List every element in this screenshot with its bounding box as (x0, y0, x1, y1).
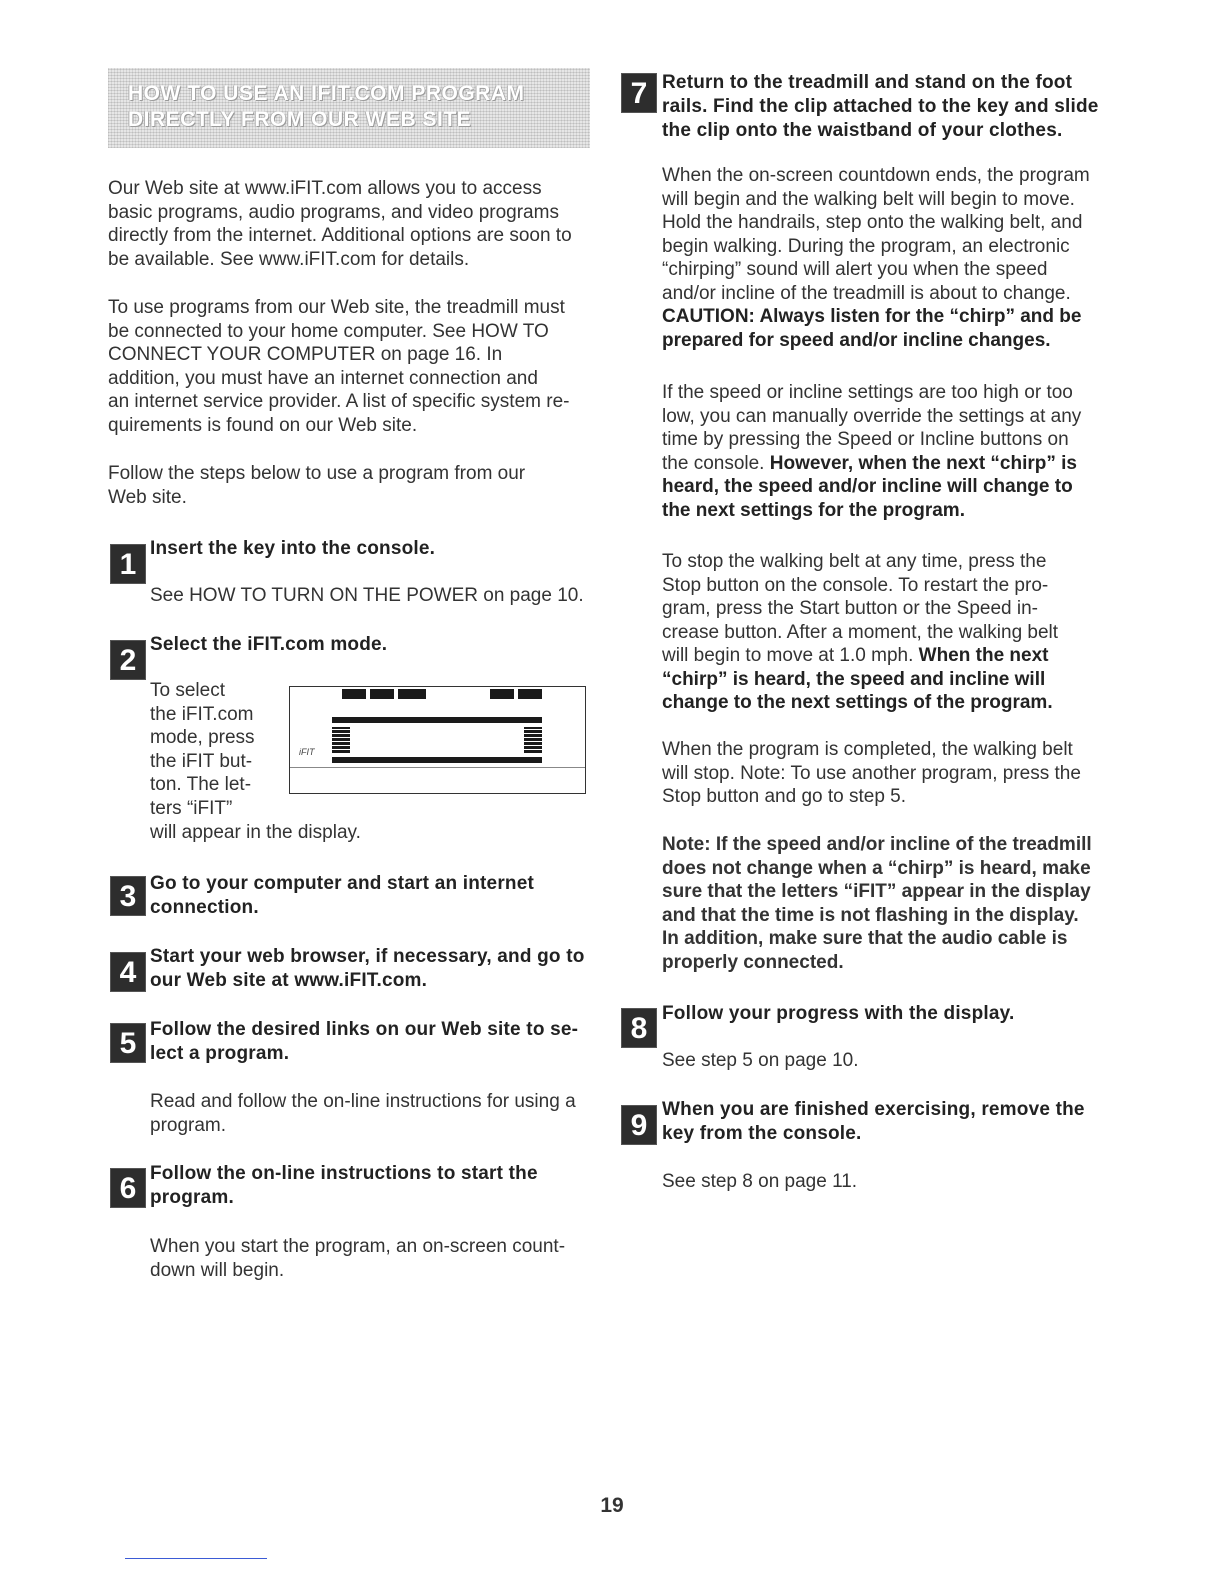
step-2-body-tail: will appear in the display. (150, 822, 361, 843)
step-2-number-badge: 2 (110, 640, 146, 680)
display-digit-segment (398, 689, 426, 699)
step-7-body-1: When the on-screen countdown ends, the program will begin and the walking belt will begin to move. Hold the handrails, step onto the walking belt, and begin walking. During the program, an electronic “chirping” sound will alert you when the speed and/or incline of the treadmill is about to change. CAUTION: Always listen for the “chirp” and be prepared for speed and/or incline changes. (662, 165, 1090, 351)
step-6-number-badge: 6 (110, 1168, 146, 1208)
display-digit-segment (490, 689, 514, 699)
step-3-number-badge: 3 (110, 876, 146, 916)
banner-title-line-2: DIRECTLY FROM OUR WEB SITE (128, 108, 472, 131)
step-6-body: When you start the program, an on-screen count- down will begin. (150, 1236, 566, 1281)
intro-paragraph-3: Follow the steps below to use a program from our Web site. (108, 463, 526, 508)
step-3-title: Go to your computer and start an internet connection. (150, 873, 535, 918)
display-track-top (332, 717, 542, 723)
banner-title-line-1: HOW TO USE AN IFIT.COM PROGRAM (128, 82, 525, 105)
step-2-title: Select the iFIT.com mode. (150, 634, 388, 655)
step-8-body: See step 5 on page 10. (662, 1050, 859, 1071)
display-ifit-indicator: iFIT (299, 747, 315, 757)
display-digit-segment (342, 689, 366, 699)
step-4-number-badge: 4 (110, 952, 146, 992)
step-8-number-badge: 8 (621, 1008, 657, 1048)
display-divider (290, 767, 585, 768)
step-7-body-4: When the program is completed, the walking belt will stop. Note: To use another program, press the Stop button and go to step 5. (662, 739, 1081, 807)
display-track-left (332, 727, 350, 753)
step-1-number-badge: 1 (110, 544, 146, 584)
step-2-body: To select the iFIT.com mode, press the iFIT but- ton. The let- ters “iFIT” (150, 680, 255, 819)
step-4-title: Start your web browser, if necessary, and go to our Web site at www.iFIT.com. (150, 946, 585, 991)
step-9-number-badge: 9 (621, 1105, 657, 1145)
step-8-title: Follow your progress with the display. (662, 1003, 1015, 1024)
intro-paragraph-1: Our Web site at www.iFIT.com allows you to access basic programs, audio programs, and video programs directly from the internet. Additional options are soon to be available. See www.iFIT.com for details. (108, 178, 572, 270)
step-1-body: See HOW TO TURN ON THE POWER on page 10. (150, 585, 584, 606)
step-5-number-badge: 5 (110, 1023, 146, 1063)
step-7-title: Return to the treadmill and stand on the foot rails. Find the clip attached to the key and slide the clip onto the waistband of your clothes. (662, 72, 1099, 141)
step-7-number-badge: 7 (621, 73, 657, 113)
section-banner (108, 68, 590, 148)
page-number: 19 (600, 1494, 624, 1517)
display-digit-segment (370, 689, 394, 699)
step-7-note: Note: If the speed and/or incline of the treadmill does not change when a “chirp” is heard, make sure that the letters “iFIT” appear in the display and that the time is not flashing in the display. In addition, make sure that the audio cable is properly connected. (662, 834, 1092, 973)
console-display-illustration (289, 686, 586, 794)
footer-rule (125, 1558, 267, 1559)
step-7-caution: CAUTION: Always listen for the “chirp” and be (662, 306, 1082, 327)
display-track-right (524, 727, 542, 753)
step-7-body-3: To stop the walking belt at any time, press the Stop button on the console. To restart the pro- gram, press the Start button or the Speed in- crease button. After a moment, the walking belt will begin to move at 1.0 mph. When the next “chirp” is heard, the speed and incline will change to the next settings of the program. (662, 551, 1059, 713)
display-track-bottom (332, 757, 542, 763)
step-9-body: See step 8 on page 11. (662, 1171, 858, 1192)
step-5-body: Read and follow the on-line instructions for using a program. (150, 1091, 576, 1136)
display-digit-segment (518, 689, 542, 699)
step-6-title: Follow the on-line instructions to start the program. (150, 1163, 538, 1208)
intro-paragraph-2: To use programs from our Web site, the treadmill must be connected to your home computer. See HOW TO CONNECT YOUR COMPUTER on page 16. In addition, you must have an internet connection and an internet service provider. A list of specific system re- quirements is found on our Web site. (108, 297, 570, 436)
step-7-body-2: If the speed or incline settings are too high or too low, you can manually override the settings at any time by pressing the Speed or Incline buttons on the console. However, when the next “chirp” is heard, the speed and/or incline will change to the next settings for the program. (662, 382, 1082, 521)
step-9-title: When you are finished exercising, remove the key from the console. (662, 1099, 1085, 1144)
step-5-title: Follow the desired links on our Web site to se- lect a program. (150, 1019, 579, 1064)
step-1-title: Insert the key into the console. (150, 538, 436, 559)
